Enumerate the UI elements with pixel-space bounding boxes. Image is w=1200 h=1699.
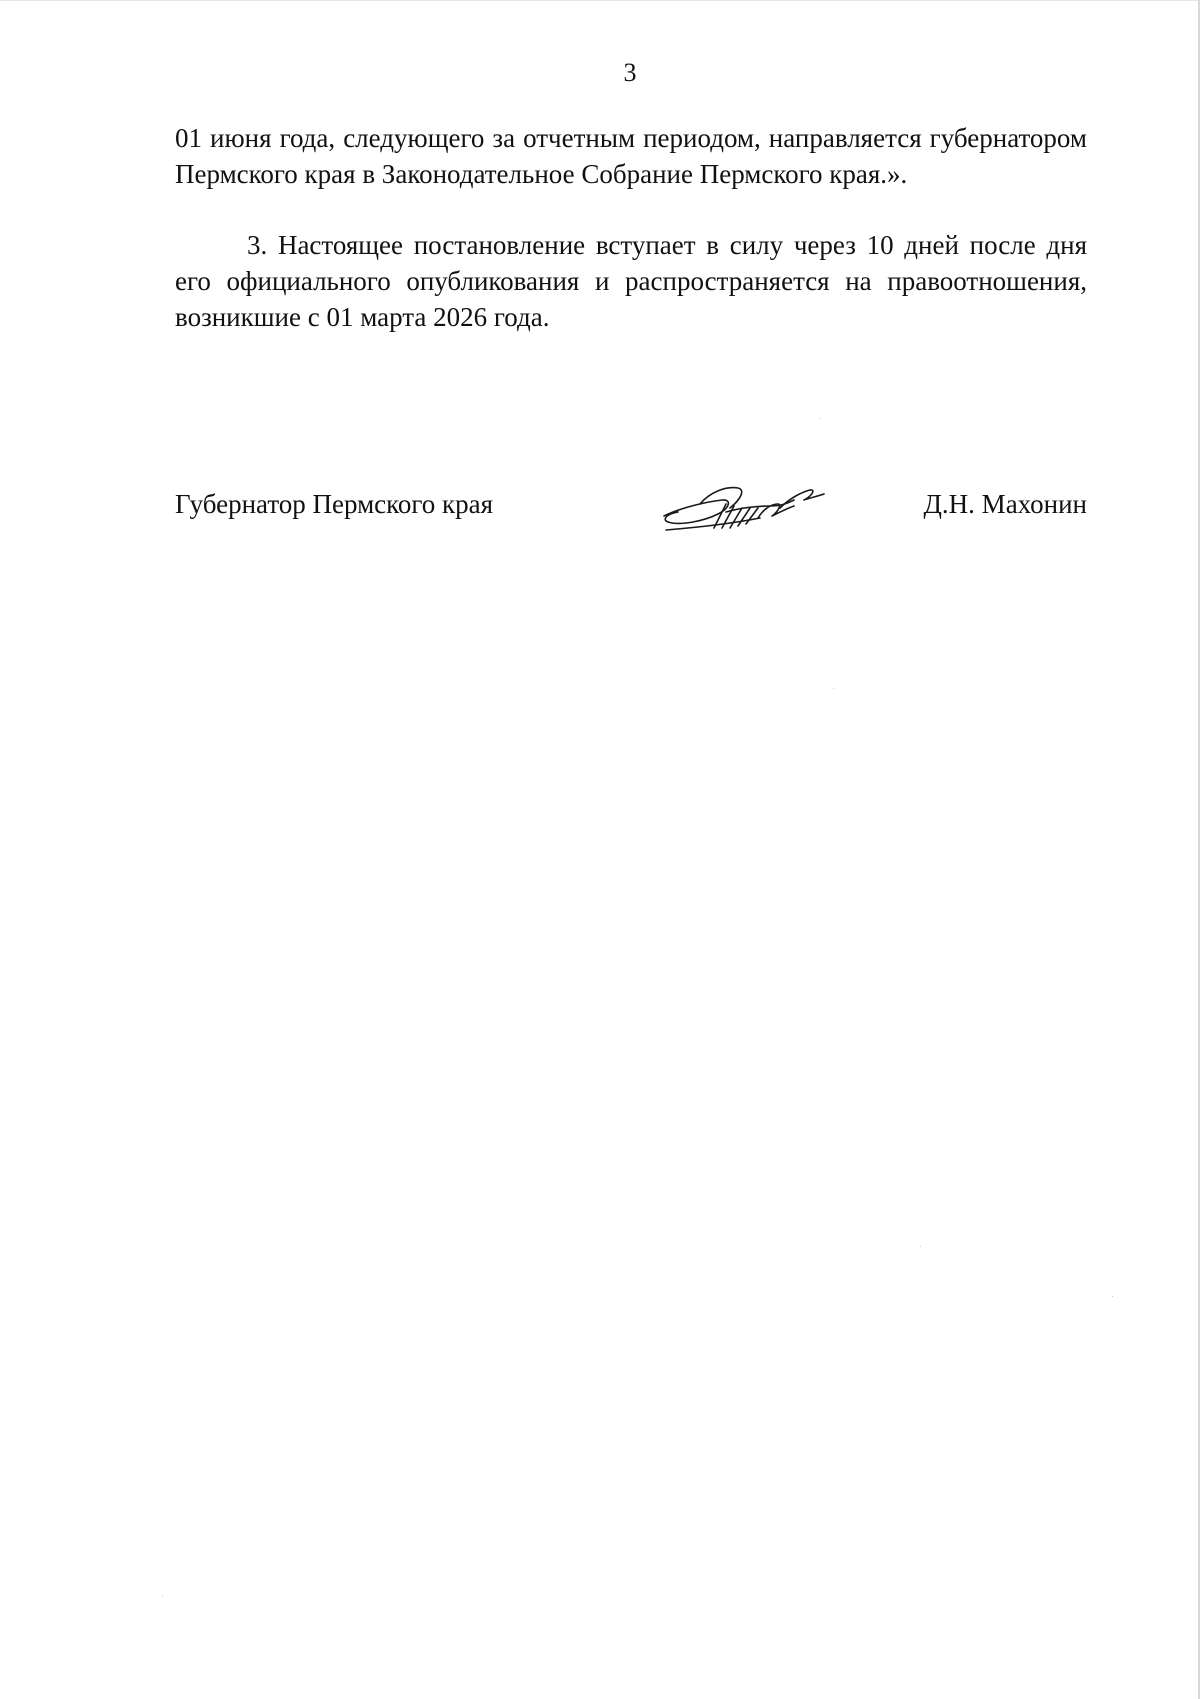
scan-speck bbox=[820, 418, 821, 419]
scan-speck bbox=[162, 1596, 163, 1597]
paragraph-clause-3: 3. Настоящее постановление вступает в силу через 10 дней после дня его официального опубликования и распространяется на правоотношения, возникшие с 01 марта 2026 года. bbox=[175, 230, 1087, 332]
paragraph-continuation: 01 июня года, следующего за отчетным периодом, направляется губернатором Пермского края в Законодательное Собрание Пермского края.». bbox=[175, 123, 1087, 189]
page-number: 3 bbox=[623, 58, 637, 87]
scan-speck bbox=[1112, 1296, 1113, 1297]
handwritten-signature bbox=[660, 478, 830, 542]
signatory-position: Губернатор Пермского края bbox=[175, 489, 494, 519]
signature-block bbox=[175, 486, 1087, 526]
scan-speck bbox=[920, 1246, 921, 1247]
page-top-edge bbox=[0, 0, 1200, 1]
scan-speck bbox=[833, 688, 834, 689]
signatory-name: Д.Н. Махонин bbox=[923, 489, 1087, 519]
